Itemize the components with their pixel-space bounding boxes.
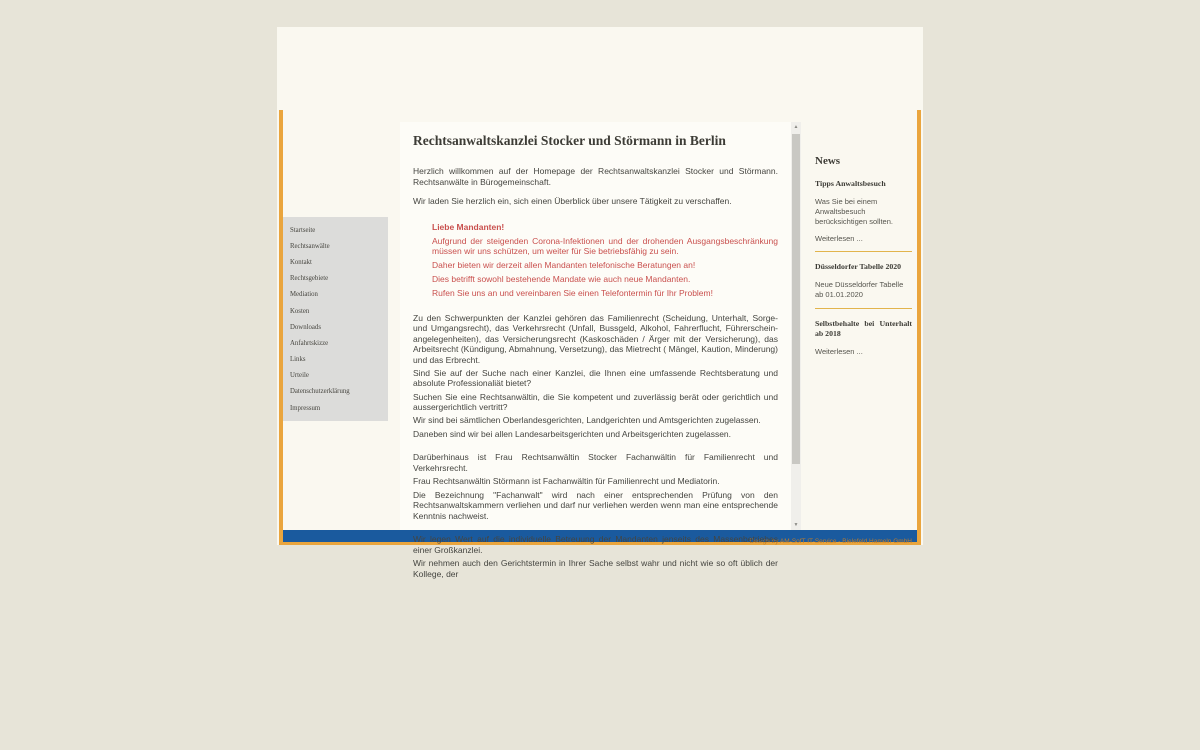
article-paragraph: Wir nehmen auch den Gerichtstermin in Ihrer Sache selbst wahr und nicht wie so oft üblich der Kollege, der [413, 558, 778, 579]
article-paragraph: Wir legen Wert auf die individuelle Betreuung der Mandanten jenseits des Massenbetriebes einer Großkanzlei. [413, 534, 778, 555]
article-paragraph: Sind Sie auf der Suche nach einer Kanzlei, die Ihnen eine umfassende Rechtsberatung und absolute Professionaliät bietet? [413, 367, 778, 389]
news-read-more-link[interactable]: Weiterlesen ... [815, 346, 863, 356]
news-item-duesseldorfer-tabelle [815, 262, 912, 300]
article-paragraph: Die Bezeichnung "Fachanwalt" wird nach einer entsprechenden Prüfung von den Rechtsanwaltskammern verliehen und darf nur verliehen werden wenn man eine entsprechende Kenntnis nachweist. [413, 489, 778, 521]
news-heading: News [815, 155, 841, 167]
news-item-body: Was Sie bei einem Anwaltsbesuch berücksichtigen sollten. [815, 197, 893, 226]
news-item-title: Düsseldorfer Tabelle 2020 [815, 262, 902, 272]
nav-item-mediation[interactable]: Mediation [290, 291, 318, 299]
nav-item-rechtsgebiete[interactable]: Rechtsgebiete [290, 275, 329, 283]
notice-line: Dies betrifft sowohl bestehende Mandate wie auch neue Mandanten. [432, 274, 691, 284]
nav-item-impressum[interactable]: Impressum [290, 404, 321, 412]
intro-paragraph: Herzlich willkommen auf der Homepage der Rechtsanwaltskanzlei Stocker und Störmann. Rechtsanwälte in Bürogemeinschaft. [413, 166, 778, 187]
nav-item-downloads[interactable]: Downloads [290, 323, 321, 331]
intro-paragraph: Wir laden Sie herzlich ein, sich einen Überblick über unsere Tätigkeit zu verschaffen. [413, 196, 732, 206]
article-paragraph: Frau Rechtsanwältin Störmann ist Fachanwältin für Familienrecht und Mediatorin. [413, 476, 720, 487]
news-sidebar [815, 155, 912, 356]
article [400, 122, 791, 579]
scroll-down-button[interactable] [791, 520, 801, 530]
paragraph-spacer [413, 442, 778, 453]
sidebar-nav [283, 217, 388, 421]
scroll-up-button[interactable] [791, 122, 801, 132]
news-item-body: Neue Düsseldorfer Tabelle ab 01.01.2020 [815, 280, 904, 300]
article-paragraph: Wir sind bei sämtlichen Oberlandesgerichten, Landgerichten und Amtsgerichten zugelassen. [413, 415, 761, 426]
news-item-title: Tipps Anwaltsbesuch [815, 179, 886, 188]
news-item-title: Selbstbehalte bei Unterhalt ab 2018 [815, 318, 912, 338]
article-paragraph: Darüberhinaus ist Frau Rechtsanwältin Stocker Fachanwältin für Familienrecht und Verkehrsrecht. [413, 452, 778, 473]
notice-line: Daher bieten wir derzeit allen Mandanten telefonische Beratungen an! [432, 260, 696, 270]
design-credit: Design by AM-SofT IT-Service - Bielefeld Hameln GmbH [749, 538, 912, 545]
news-read-more-link[interactable]: Weiterlesen ... [815, 234, 863, 244]
nav-item-kosten[interactable]: Kosten [290, 307, 310, 315]
main-content-panel [400, 122, 801, 579]
nav-item-urteile[interactable]: Urteile [290, 372, 309, 380]
site-page [277, 27, 923, 579]
scrollbar-thumb[interactable] [792, 134, 800, 464]
news-divider [815, 251, 912, 252]
news-item-tipps-anwaltsbesuch [815, 179, 912, 243]
nav-item-links[interactable]: Links [290, 356, 306, 364]
news-divider [815, 308, 912, 309]
nav-item-rechtsanwaelte[interactable]: Rechtsanwälte [290, 242, 330, 250]
nav-item-startseite[interactable]: Startseite [290, 226, 316, 234]
paragraph-spacer [413, 524, 778, 535]
article-body [413, 313, 778, 580]
article-paragraph: Zu den Schwerpunkten der Kanzlei gehören das Familienrecht (Scheidung, Unterhalt, Sorge- und Umgangsrecht), das Verkehrsrecht (Unfall, Bussgeld, Alkohol, Fahrerflucht, Führerschein-angelegenheiten), das Versicherungsrecht (Kaskoschäden / Ärger mit der Versicherung), das Arbeitsrecht (Kündigung, Abmahnung, Versetzung), das Mietrecht ( Mängel, Kaution, Minderung) und das Erbrecht. [413, 312, 778, 365]
vertical-scrollbar[interactable] [791, 122, 801, 530]
nav-item-kontakt[interactable]: Kontakt [290, 258, 312, 266]
page-title: Rechtsanwaltskanzlei Stocker und Störmann in Berlin [413, 133, 726, 148]
nav-item-datenschutzerklaerung[interactable]: Datenschutzerklärung [290, 388, 350, 396]
scroll-up-icon: ▲ [793, 124, 799, 130]
article-paragraph: Daneben sind wir bei allen Landesarbeitsgerichten und Arbeitsgerichten zugelassen. [413, 428, 732, 439]
article-paragraph: Suchen Sie eine Rechtsanwältin, die Sie kompetent und zuverlässig berät oder gerichtlich und aussergerichtlich vertritt? [413, 391, 778, 413]
corona-notice [432, 222, 778, 299]
notice-line: Aufgrund der steigenden Corona-Infektionen und der drohenden Ausgangsbeschränkung müssen wir uns schützen, um weiter für Sie betriebsfähig zu sein. [432, 235, 778, 256]
notice-line: Rufen Sie uns an und vereinbaren Sie einen Telefontermin für Ihr Problem! [432, 288, 713, 298]
intro-section [413, 166, 778, 207]
page-header [277, 27, 923, 110]
news-item-selbstbehalte [815, 319, 912, 356]
nav-item-anfahrtskizze[interactable]: Anfahrtskizze [290, 339, 329, 347]
scroll-down-icon: ▼ [793, 522, 799, 528]
notice-title: Liebe Mandanten! [432, 221, 505, 232]
